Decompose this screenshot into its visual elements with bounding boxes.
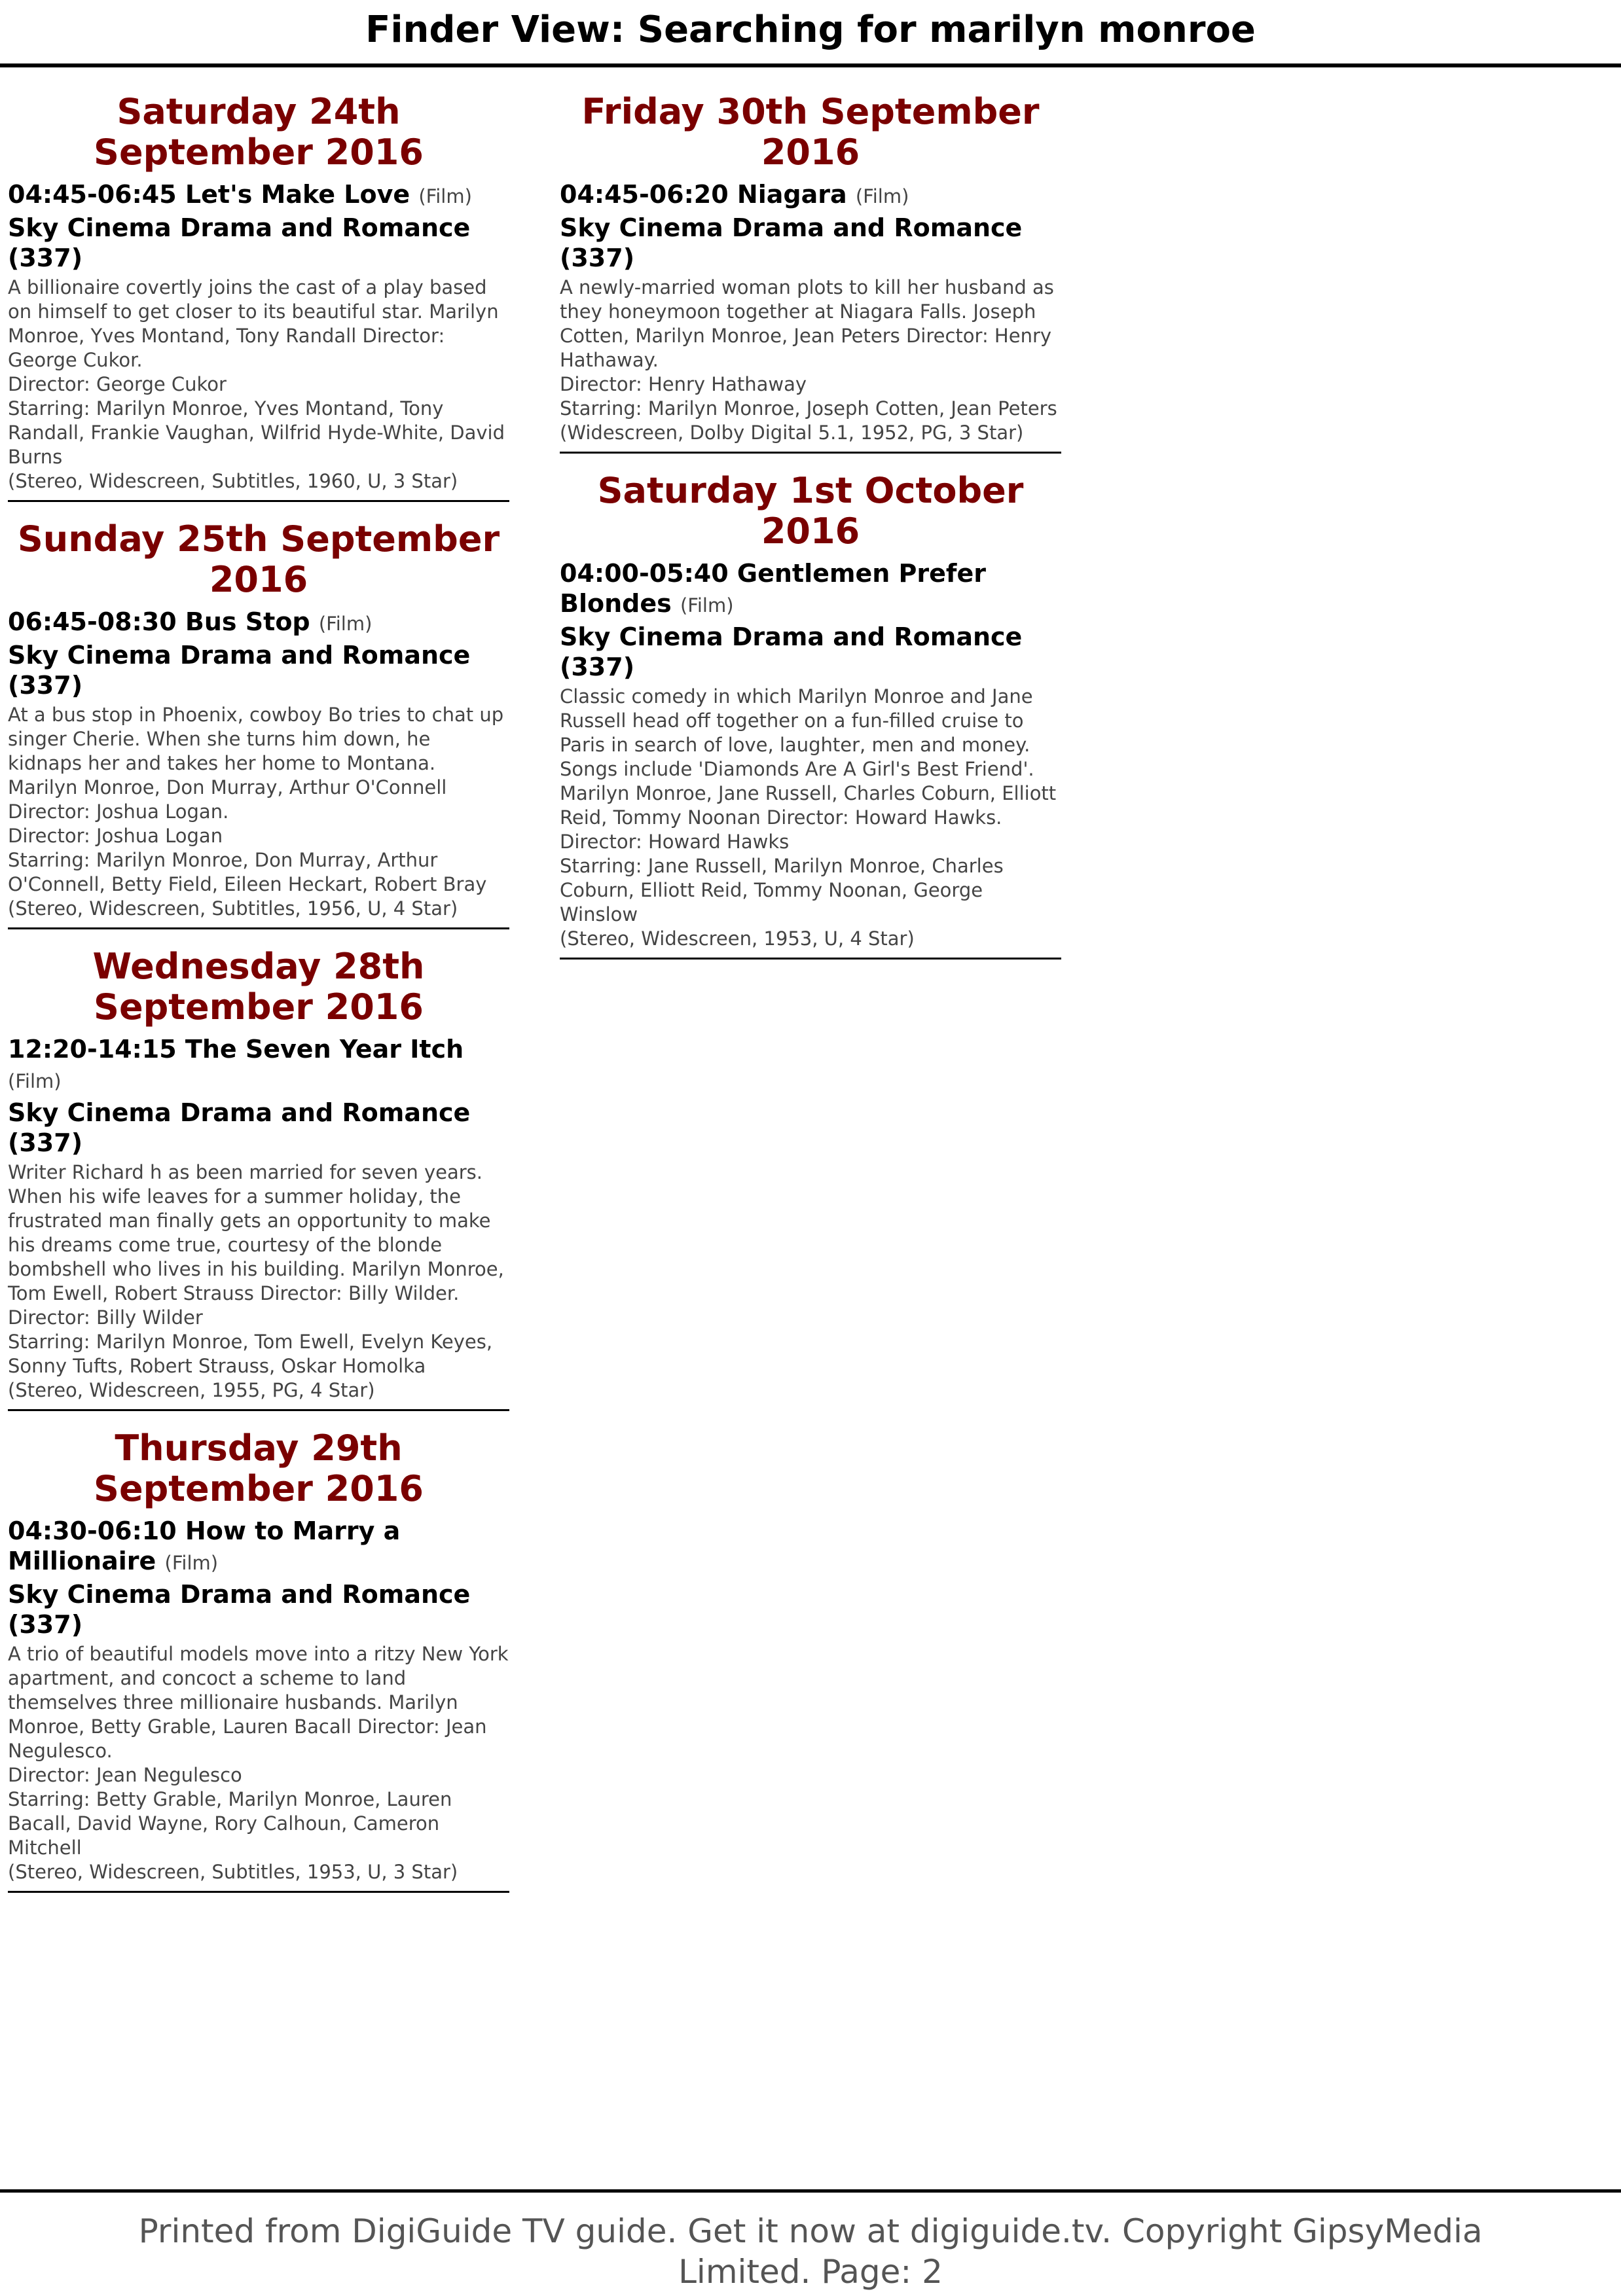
programme-director: Director: Jean Negulesco: [8, 1764, 242, 1786]
programme-type: (Film): [855, 185, 909, 207]
programme-type: (Film): [318, 613, 373, 635]
programme-type: (Film): [680, 594, 734, 617]
entry-divider: [560, 958, 1061, 960]
programme-time-title[interactable]: 04:30-06:10 How to Marry a Millionaire: [8, 1516, 401, 1575]
programme-time-title[interactable]: 06:45-08:30 Bus Stop: [8, 607, 310, 636]
listing-entry: [8, 1428, 509, 1893]
programme-description: A newly-married woman plots to kill her husband as they honeymoon together at Niagara Falls. Joseph Cotten, Marilyn Monroe, Jean Peters Director: Henry Hathaway.: [560, 276, 1054, 371]
channel-name: Sky Cinema Drama and Romance (337): [560, 622, 1023, 681]
channel-name: Sky Cinema Drama and Romance (337): [8, 213, 471, 272]
programme-description: A billionaire covertly joins the cast of a play based on himself to get closer to its beautiful star. Marilyn Monroe, Yves Montand, Tony Randall Director: George Cukor.: [8, 276, 499, 371]
programme-director: Director: Billy Wilder: [8, 1306, 203, 1329]
programme-title[interactable]: [560, 179, 1061, 211]
programme-title[interactable]: [8, 1034, 509, 1096]
footer-divider: [0, 2189, 1621, 2193]
programme-title[interactable]: [8, 607, 509, 639]
programme-details: [8, 1642, 509, 1884]
listing-entry: [560, 92, 1061, 454]
programme-director: Director: Howard Hawks: [560, 831, 790, 853]
listing-entry: [560, 471, 1061, 960]
programme-director: Director: Joshua Logan: [8, 825, 223, 847]
programme-type: (Film): [8, 1070, 62, 1092]
programme-starring: Starring: Marilyn Monroe, Joseph Cotten, Jean Peters: [560, 397, 1057, 420]
entry-divider: [8, 1409, 509, 1411]
programme-details: [8, 703, 509, 921]
header-divider: [0, 63, 1621, 67]
programme-info: (Stereo, Widescreen, Subtitles, 1956, U, 4 Star): [8, 897, 458, 920]
programme-info: (Stereo, Widescreen, Subtitles, 1960, U, 3 Star): [8, 470, 458, 492]
programme-time-title[interactable]: 04:45-06:20 Niagara: [560, 180, 847, 209]
programme-details: [560, 685, 1061, 951]
day-heading: Friday 30th September 2016: [581, 91, 1040, 173]
programme-type: (Film): [164, 1552, 219, 1574]
right-column: [560, 92, 1061, 977]
entry-divider: [8, 927, 509, 929]
programme-starring: Starring: Jane Russell, Marilyn Monroe, Charles Coburn, Elliott Reid, Tommy Noonan, George Winslow: [560, 855, 1004, 925]
programme-title[interactable]: [8, 179, 509, 211]
programme-title[interactable]: [560, 558, 1061, 620]
day-heading: Wednesday 28th September 2016: [92, 946, 425, 1028]
channel-name: Sky Cinema Drama and Romance (337): [8, 1098, 471, 1157]
programme-info: (Widescreen, Dolby Digital 5.1, 1952, PG, 3 Star): [560, 422, 1024, 444]
programme-description: Classic comedy in which Marilyn Monroe and Jane Russell head off together on a fun-filled cruise to Paris in search of love, laughter, men and money. Songs include 'Diamonds Are A Girl's Best Friend'. Marilyn Monroe, Jane Russell, Charles Coburn, Elliott Reid, Tommy Noonan Director: Howard Hawks.: [560, 685, 1057, 829]
entry-divider: [560, 452, 1061, 454]
programme-starring: Starring: Marilyn Monroe, Yves Montand, Tony Randall, Frankie Vaughan, Wilfrid Hyde-White, David Burns: [8, 397, 505, 468]
day-heading: Sunday 25th September 2016: [17, 518, 500, 600]
programme-description: At a bus stop in Phoenix, cowboy Bo tries to chat up singer Cherie. When she turns him down, he kidnaps her and takes her home to Montana. Marilyn Monroe, Don Murray, Arthur O'Connell Director: Joshua Logan.: [8, 704, 504, 823]
programme-time-title[interactable]: 04:45-06:45 Let's Make Love: [8, 180, 410, 209]
channel-name: Sky Cinema Drama and Romance (337): [8, 641, 471, 700]
entry-divider: [8, 1891, 509, 1893]
programme-details: [8, 1160, 509, 1403]
programme-director: Director: Henry Hathaway: [560, 373, 807, 395]
left-column: [8, 92, 509, 1910]
programme-info: (Stereo, Widescreen, Subtitles, 1953, U, 3 Star): [8, 1861, 458, 1883]
programme-info: (Stereo, Widescreen, 1953, U, 4 Star): [560, 927, 915, 950]
programme-details: [560, 276, 1061, 445]
programme-starring: Starring: Betty Grable, Marilyn Monroe, Lauren Bacall, David Wayne, Rory Calhoun, Cameron Mitchell: [8, 1788, 452, 1859]
programme-director: Director: George Cukor: [8, 373, 227, 395]
programme-starring: Starring: Marilyn Monroe, Don Murray, Arthur O'Connell, Betty Field, Eileen Heckart, Robert Bray: [8, 849, 487, 895]
channel-name: Sky Cinema Drama and Romance (337): [8, 1580, 471, 1639]
day-heading: Thursday 29th September 2016: [94, 1427, 424, 1509]
day-heading: Saturday 24th September 2016: [94, 91, 424, 173]
programme-details: [8, 276, 509, 493]
programme-type: (Film): [418, 185, 472, 207]
programme-time-title[interactable]: 04:00-05:40 Gentlemen Prefer Blondes: [560, 559, 986, 618]
listing-entry: [8, 519, 509, 929]
programme-time-title[interactable]: 12:20-14:15 The Seven Year Itch: [8, 1035, 464, 1064]
listing-entry: [8, 92, 509, 502]
programme-title[interactable]: [8, 1516, 509, 1578]
day-heading: Saturday 1st October 2016: [597, 470, 1024, 552]
listing-entry: [8, 946, 509, 1411]
channel-name: Sky Cinema Drama and Romance (337): [560, 213, 1023, 272]
programme-starring: Starring: Marilyn Monroe, Tom Ewell, Evelyn Keyes, Sonny Tufts, Robert Strauss, Oskar Homolka: [8, 1331, 493, 1377]
page-title: Finder View: Searching for marilyn monroe: [365, 9, 1256, 51]
programme-description: Writer Richard h as been married for seven years. When his wife leaves for a summer holiday, the frustrated man finally gets an opportunity to make his dreams come true, courtesy of the blonde bombshell who lives in his building. Marilyn Monroe, Tom Ewell, Robert Strauss Director: Billy Wilder.: [8, 1161, 504, 1304]
programme-info: (Stereo, Widescreen, 1955, PG, 4 Star): [8, 1379, 375, 1401]
footer-text: Printed from DigiGuide TV guide. Get it now at digiguide.tv. Copyright GipsyMedia Limited. Page: 2: [138, 2212, 1483, 2291]
programme-description: A trio of beautiful models move into a ritzy New York apartment, and concoct a scheme to land themselves three millionaire husbands. Marilyn Monroe, Betty Grable, Lauren Bacall Director: Jean Negulesco.: [8, 1643, 509, 1762]
entry-divider: [8, 500, 509, 502]
